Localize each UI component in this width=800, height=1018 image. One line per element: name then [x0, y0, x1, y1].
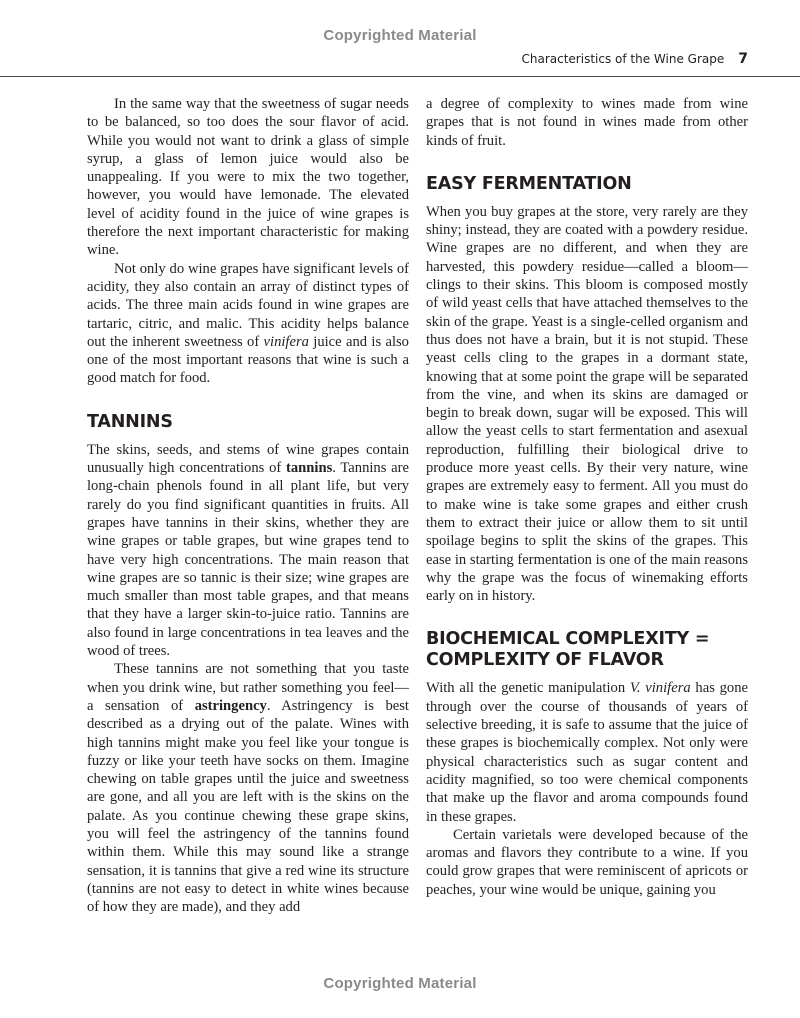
- paragraph-varietals: Certain varietals were developed because of the aromas and flavors they contribute to a wine. If you could grow grapes that were reminiscent of apricots or peaches, your wine would be unique, gaining you: [426, 826, 748, 898]
- paragraph-acid-balance: In the same way that the sweetness of sugar needs to be balanced, so too does the sour flavor of acid. While you would not want to drink a glass of simple syrup, a glass of lemon juice would also be unappealing. If you were to mix the two together, however, you would have lemonade. The elevated level of acidity found in the juice of wine grapes is therefore the next important characteristic for making wine.: [87, 96, 409, 259]
- paragraph-fermentation: When you buy grapes at the store, very rarely are they shiny; instead, they are coated with a powdery residue. Wine grapes are no different, and when they are harvested, this powdery residue—called a bloom—clings to their skins. This bloom is composed mostly of wild yeast cells that have attached themselves to the skin of the grape. Yeast is a single-celled organism and thus does not have a brain, but it is not stupid. These yeast cells cling to the grapes in a dormant state, knowing that at some point the grape will be separated from the vine, and when its skins are damaged or begin to break down, sugar will be exposed. This will allow the yeast cells to start fermentation and asexual reproduction, fulfilling their biological drive to produce more yeast cells. By their very nature, wine grapes are extremely easy to ferment. All you must do to make wine is take some grapes and either crush them to extract their juice or allow them to sit until spoilage begins to split the skins of the grapes. This ease in starting fermentation is one of the main reasons why the grape was the focus of winemaking efforts early on in history.: [426, 203, 748, 605]
- heading-biochemical-complexity: BIOCHEMICAL COMPLEXITY = COMPLEXITY OF FLAVOR: [426, 629, 710, 671]
- paragraph-astringency: These tannins are not something that you taste when you drink wine, but rather something you feel—a sensation of astringency. Astringency is best described as a drying out of the palate. Wines with high tannins might make you feel like your tongue is fuzzy or like your teeth have socks on them. Imagine chewing on table grapes until the juice and sweetness are gone, and all you are left with is the skins on the palate. As you continue chewing these grape skins, you will feel the astringency of the tannins found within them. While this may sound like a strange sensation, it is tannins that give a red wine its structure (tannins are not easy to detect in white wines because of how they are made), and they add: [87, 661, 409, 916]
- paragraph-genetic-manipulation: With all the genetic manipulation V. vinifera has gone through over the course of thousands of years of selective breeding, it is safe to assume that the juice of these grapes is biochemically complex. Not only were physical characteristics such as sugar content and acidity magnified, so too were chemical components that make up the flavor and aroma compounds found in these grapes.: [426, 680, 748, 825]
- paragraph-complexity-continued: a degree of complexity to wines made from wine grapes that is not found in wines made from other kinds of fruit.: [426, 96, 748, 149]
- heading-easy-fermentation: EASY FERMENTATION: [426, 173, 632, 194]
- header-rule: [0, 76, 800, 77]
- right-column: [426, 95, 748, 899]
- page-number: 7: [738, 51, 748, 67]
- copyright-watermark-top: Copyrighted Material: [323, 27, 477, 44]
- paragraph-acid-types: Not only do wine grapes have significant levels of acidity, they also contain an array of distinct types of acids. The three main acids found in wine grapes are tartaric, citric, and malic. This acidity helps balance out the inherent sweetness of vinifera juice and is also one of the most important reasons that wine is such a good match for food.: [87, 260, 409, 387]
- chapter-title: Characteristics of the Wine Grape: [521, 52, 725, 66]
- heading-tannins: TANNINS: [87, 411, 173, 432]
- copyright-watermark-bottom: Copyrighted Material: [323, 975, 477, 992]
- paragraph-tannins: The skins, seeds, and stems of wine grapes contain unusually high concentrations of tannins. Tannins are long-chain phenols found in all plant life, but very rarely do you find significant quantities in fruits. All grapes have tannins in their skins, whether they are wine grapes or table grapes, but wine grapes tend to have very high concentrations. The main reason that wine grapes are so tannic is their size; wine grapes are much smaller than most table grapes, and that means that they have a larger skin-to-juice ratio. Tannins are also found in large concentrations in tea leaves and the wood of trees.: [87, 441, 409, 660]
- left-column: [87, 95, 409, 916]
- running-header: [522, 51, 749, 67]
